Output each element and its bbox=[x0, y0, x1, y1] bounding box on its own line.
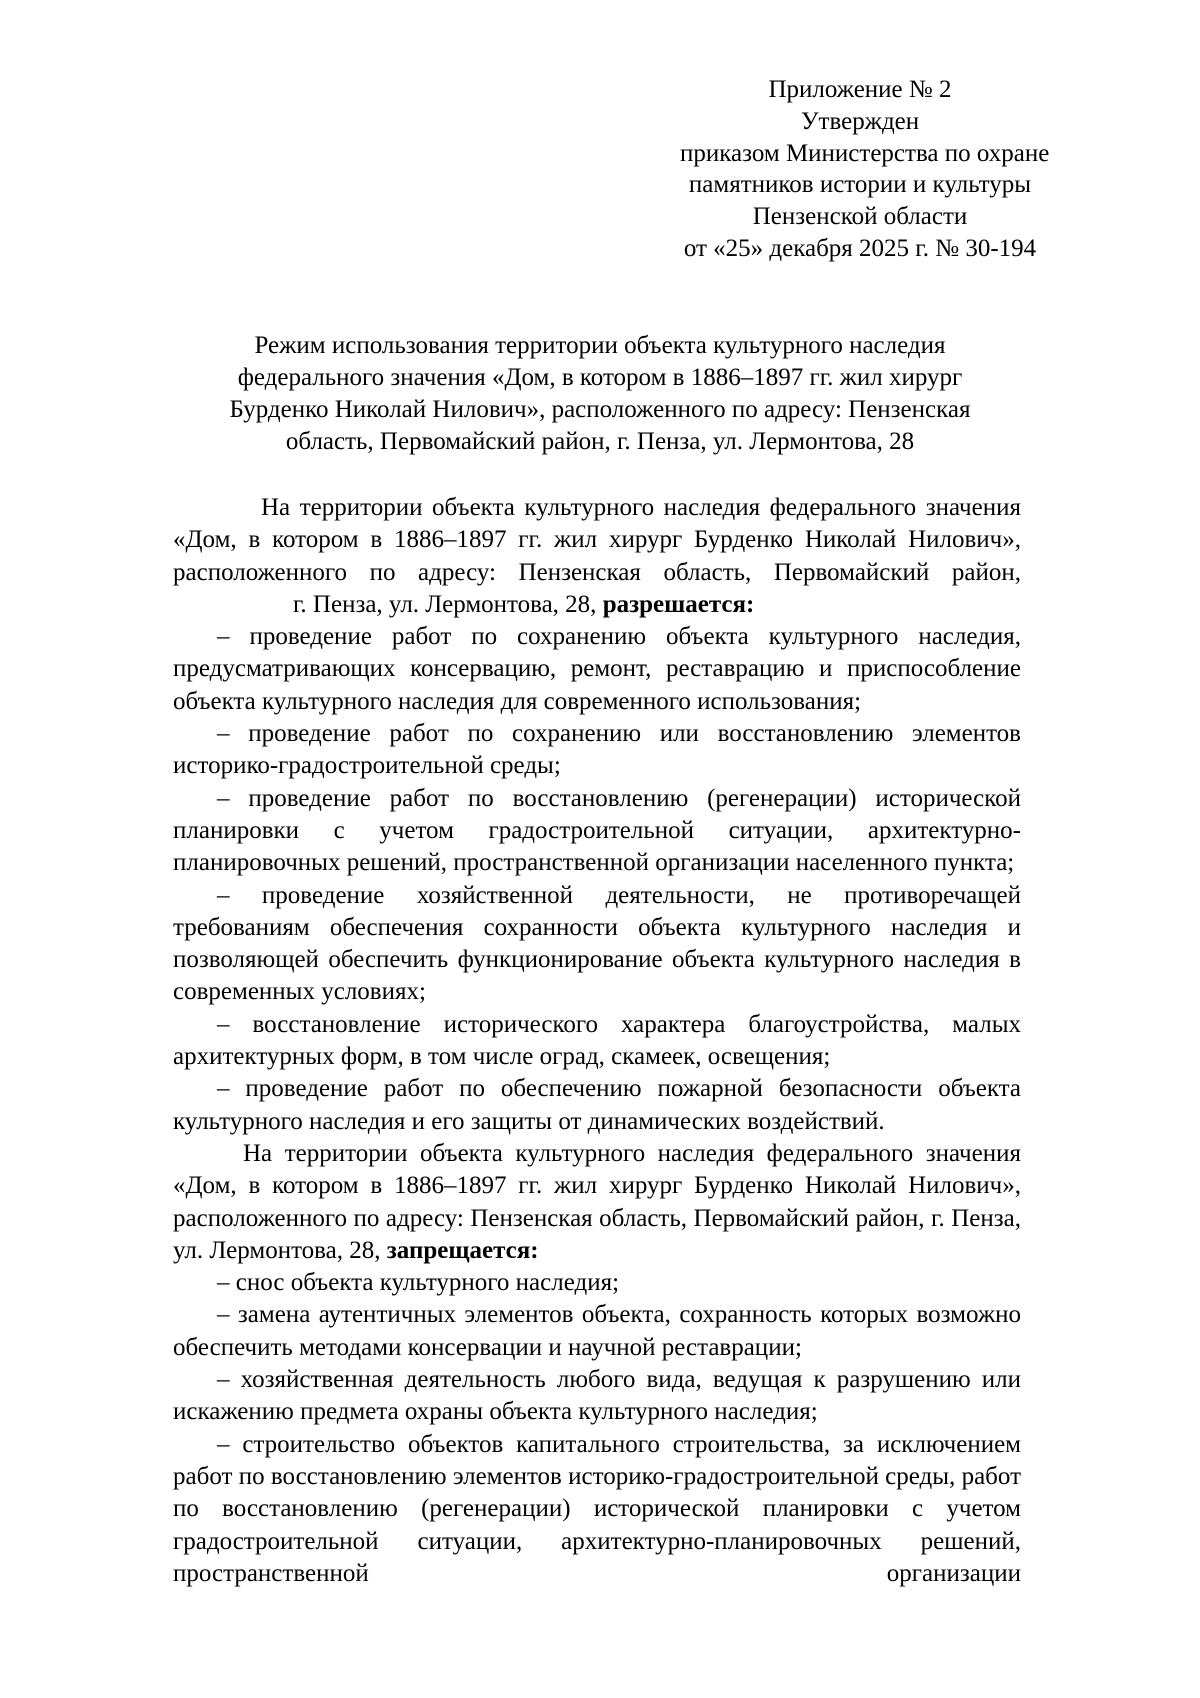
approval-date-number: от «25» декабря 2025 г. № 30-194 bbox=[683, 234, 1037, 262]
allowed-item: – проведение работ по сохранению или восстановлению элементов историко-градостроительной среды; bbox=[173, 720, 1021, 780]
allowed-keyword: разрешается: bbox=[602, 590, 755, 618]
allowed-intro-paragraph bbox=[173, 492, 1021, 621]
forbidden-item: – строительство объектов капитального строительства, за исключением работ по восстановлению элементов историко-градостроительной среды, работ по восстановлению (регенерации) исторической планировки с учетом градостроительной ситуации, архитектурно-планировочных решений, пространственной организации bbox=[173, 1430, 1021, 1587]
forbidden-item: – замена аутентичных элементов объекта, сохранность которых возможно обеспечить методами консервации и научной реставрации; bbox=[173, 1301, 1021, 1361]
allowed-item: – восстановление исторического характера благоустройства, малых архитектурных форм, в том числе оград, скамеек, освещения; bbox=[173, 1010, 1021, 1071]
approval-order-line: приказом Министерства по охране bbox=[680, 139, 1050, 167]
allowed-item: – проведение работ по сохранению объекта культурного наследия, предусматривающих консервацию, ремонт, реставрацию и приспособление объекта культурного наследия для современного использования; bbox=[173, 623, 1021, 715]
allowed-item: – проведение хозяйственной деятельности, не противоречащей требованиям обеспечения сохранности объекта культурного наследия и позволяющей обеспечить функционирование объекта культурного наследия в современных условиях; bbox=[173, 881, 1021, 1006]
approval-ministry-line: памятников истории и культуры bbox=[688, 171, 1032, 199]
allowed-item: – проведение работ по обеспечению пожарной безопасности объекта культурного наследия и его защиты от динамических воздействий. bbox=[173, 1075, 1021, 1135]
allowed-item: – проведение работ по восстановлению (регенерации) исторической планировки с учетом градостроительной ситуации, архитектурно-планировочных решений, пространственной организации населенного пункта; bbox=[173, 784, 1021, 877]
appendix-number: Приложение № 2 bbox=[768, 76, 952, 103]
allowed-intro-address: г. Пенза, ул. Лермонтова, 28, bbox=[293, 590, 597, 618]
forbidden-item: – снос объекта культурного наследия; bbox=[217, 1269, 620, 1297]
title-line: Режим использования территории объекта культурного наследия bbox=[254, 332, 946, 359]
document-title bbox=[170, 330, 1030, 458]
title-line: федерального значения «Дом, в котором в 1886–1897 гг. жил хирург bbox=[237, 364, 963, 391]
forbidden-keyword: запрещается: bbox=[386, 1236, 539, 1264]
approval-block bbox=[680, 74, 1050, 265]
forbidden-item: – хозяйственная деятельность любого вида, ведущая к разрушению или искажению предмета охраны объекта культурного наследия; bbox=[173, 1366, 1021, 1426]
forbidden-intro-paragraph bbox=[173, 1138, 1021, 1267]
approval-region-line: Пензенской области bbox=[752, 203, 968, 231]
allowed-intro-text: На территории объекта культурного наследия федерального значения «Дом, в котором в 1886–1897 гг. жил хирург Бурденко Николай Нилович», расположенного по адресу: Пензенская область, Первомайский район, bbox=[173, 494, 1021, 586]
title-line: область, Первомайский район, г. Пенза, ул. Лермонтова, 28 bbox=[285, 428, 915, 455]
forbidden-intro-text: На территории объекта культурного наследия федерального значения «Дом, в котором в 1886–1897 гг. жил хирург Бурденко Николай Нилович», расположенного по адресу: Пензенская область, Первомайский район, г. Пенза, ул. Лермонтова, 28, bbox=[173, 1139, 1021, 1264]
title-line: Бурденко Николай Нилович», расположенного по адресу: Пензенская bbox=[229, 396, 971, 423]
document-body bbox=[173, 492, 1021, 1590]
approved-label: Утвержден bbox=[800, 107, 920, 135]
